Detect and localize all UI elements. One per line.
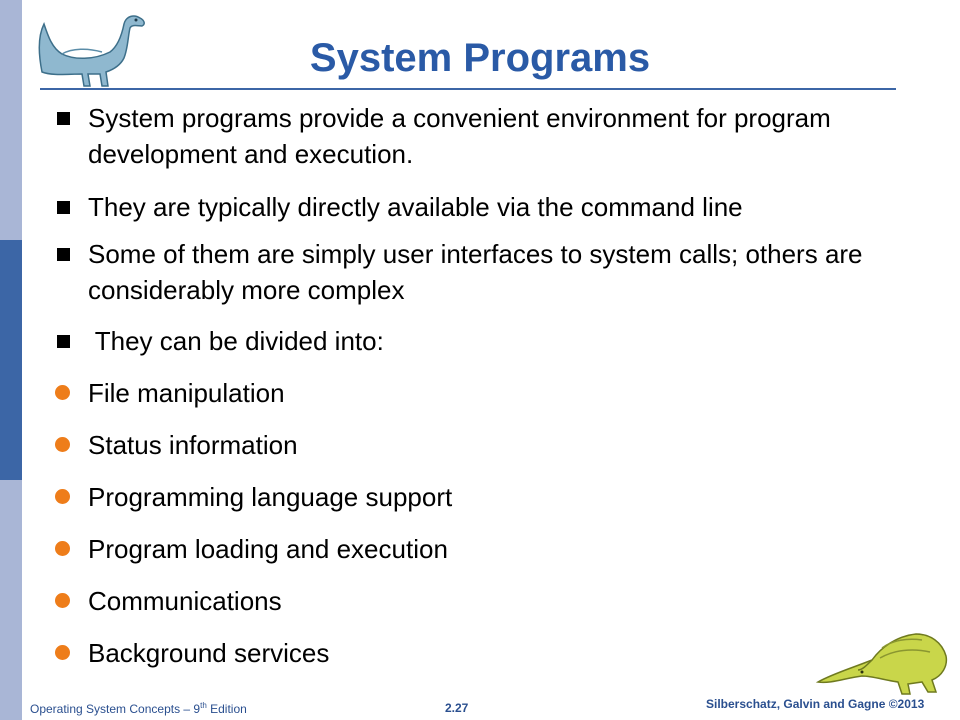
- square-bullet-icon: [57, 112, 70, 125]
- slide-title: System Programs: [309, 36, 651, 80]
- circle-bullet-icon: [55, 541, 70, 556]
- title-divider: [40, 88, 896, 90]
- circle-bullet-icon: [55, 645, 70, 660]
- circle-bullet-icon: [55, 489, 70, 504]
- footer-copyright: Silberschatz, Galvin and Gagne ©2013: [706, 697, 925, 711]
- circle-bullet-icon: [55, 593, 70, 608]
- page-number: 2.27: [445, 701, 469, 715]
- circle-bullet-icon: [55, 385, 70, 400]
- square-bullet-icon: [57, 335, 70, 348]
- circle-bullet-icon: [55, 437, 70, 452]
- left-decorative-bar: [0, 0, 22, 720]
- square-bullet-icon: [57, 248, 70, 261]
- square-bullet-icon: [57, 201, 70, 214]
- dinosaur-icon: [812, 618, 952, 696]
- footer-book-title: Operating System Concepts – 9th Edition: [30, 701, 247, 716]
